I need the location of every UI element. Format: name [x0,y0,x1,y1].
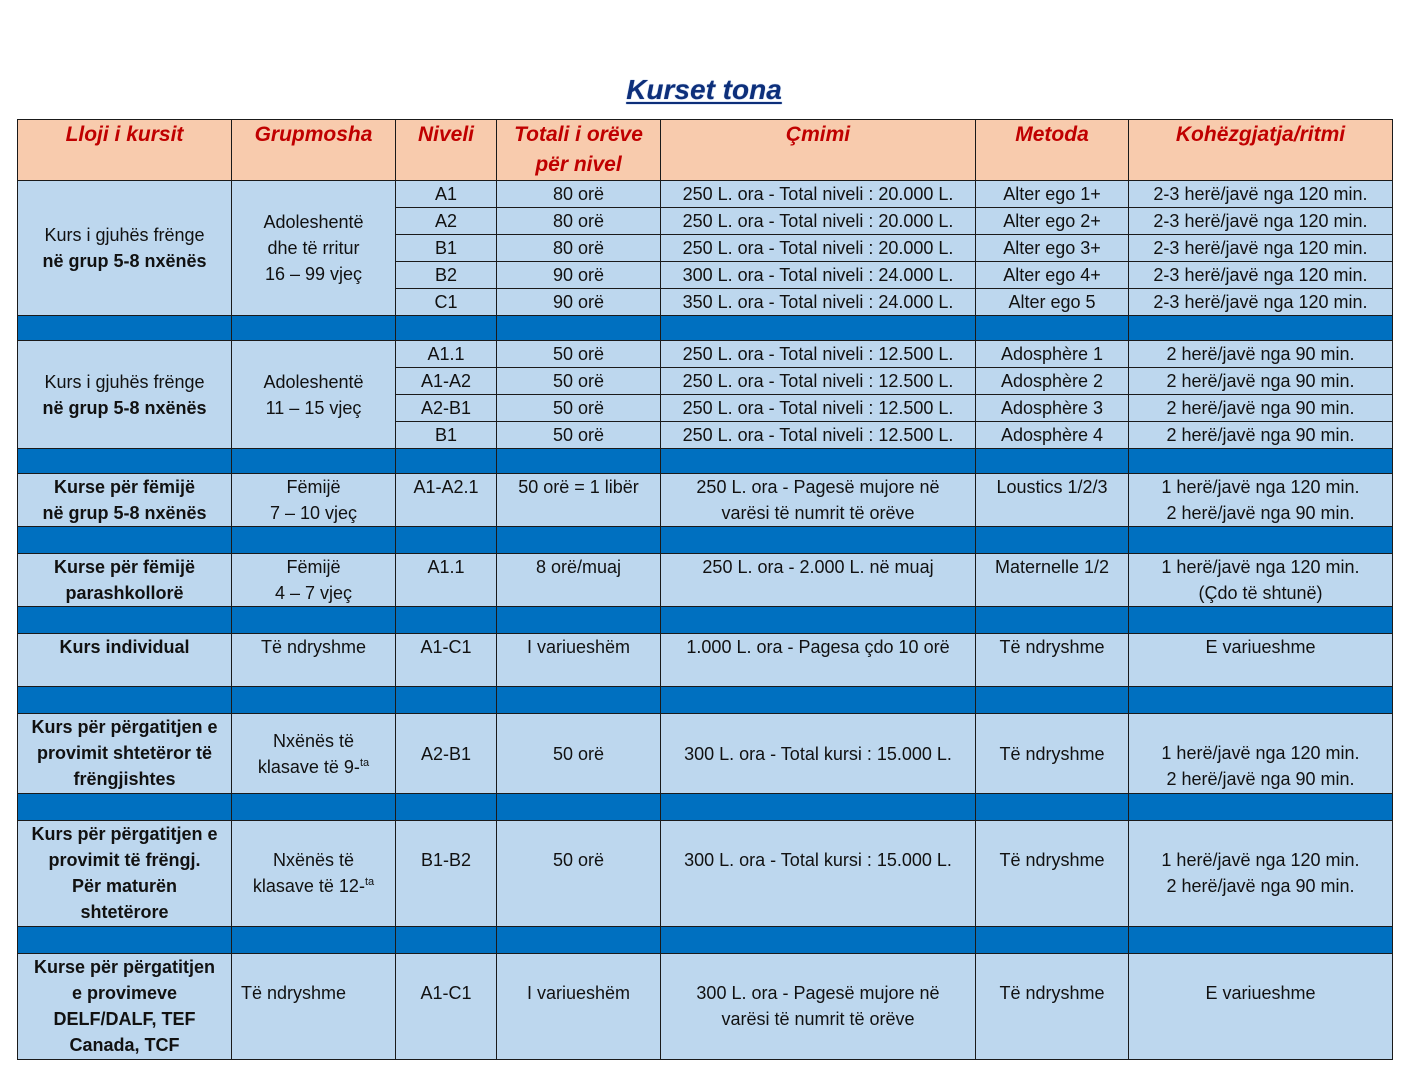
rhythm-cell: 2 herë/javë nga 90 min. [1129,368,1393,395]
hours-cell: 50 orë [497,422,661,449]
method-cell: Adosphère 1 [976,341,1129,368]
header-course-type: Lloji i kursit [18,120,232,181]
level-cell: A2 [396,208,497,235]
rhythm-cell: 2 herë/javë nga 90 min. [1129,341,1393,368]
method-cell: Alter ego 4+ [976,262,1129,289]
course-line: Kurse për përgatitjen [33,957,216,977]
separator-row [18,316,1393,341]
separator-row [18,927,1393,954]
age-line: 7 – 10 vjeç [269,503,358,523]
course-line: Kurse për fëmijë [53,477,196,497]
rhythm-line: 2 herë/javë nga 90 min. [1166,503,1355,523]
price-line: varësi të numrit të orëve [721,503,915,523]
price-cell: 250 L. ora - Total niveli : 20.000 L. [661,235,976,262]
age-superscript: ta [364,876,375,888]
age-group-cell [232,181,396,316]
method-cell: Adosphère 4 [976,422,1129,449]
rhythm-cell: 2 herë/javë nga 90 min. [1129,395,1393,422]
rhythm-cell: 2-3 herë/javë nga 120 min. [1129,181,1393,208]
age-group-cell: Të ndryshme [232,634,396,687]
hours-cell: 50 orë [497,341,661,368]
table-row [18,474,1393,527]
course-line: DELF/DALF, TEF [53,1009,196,1029]
rhythm-line: 2 herë/javë nga 90 min. [1166,769,1355,789]
age-line: 11 – 15 vjeç [265,397,362,418]
course-type-cell [18,954,232,1060]
course-line: në grup 5-8 nxënës [42,251,207,271]
level-cell: B1 [396,422,497,449]
age-line: 16 – 99 vjeç [264,264,363,284]
hours-cell: 80 orë [497,208,661,235]
table-row [18,634,1393,687]
course-type-cell [18,554,232,607]
method-cell: Alter ego 1+ [976,181,1129,208]
method-cell: Loustics 1/2/3 [976,474,1129,527]
level-cell: B2 [396,262,497,289]
method-cell: Adosphère 2 [976,368,1129,395]
price-cell: 250 L. ora - Total niveli : 20.000 L. [661,208,976,235]
age-line: Fëmijë [286,557,341,577]
price-cell: 250 L. ora - Total niveli : 20.000 L. [661,181,976,208]
rhythm-line: 2 herë/javë nga 90 min. [1166,876,1355,896]
separator-row [18,449,1393,474]
course-line: provimit shtetëror të [36,743,213,763]
course-type-cell [18,714,232,794]
hours-cell: 90 orë [497,289,661,316]
age-line: Nxënës të [272,850,355,870]
price-cell: 1.000 L. ora - Pagesa çdo 10 orë [661,634,976,687]
price-cell: 250 L. ora - Total niveli : 12.500 L. [661,422,976,449]
table-row [18,714,1393,794]
header-total-hours-l2: për nivel [535,153,622,176]
level-cell: A1 [396,181,497,208]
header-duration: Kohëzgjatja/ritmi [1129,120,1393,181]
table-row [18,954,1393,1060]
course-line: provimit të frëngj. [48,850,201,870]
hours-cell: 50 orë [497,395,661,422]
course-type-cell [18,341,232,449]
rhythm-cell: 2 herë/javë nga 90 min. [1129,422,1393,449]
course-type-cell [18,821,232,927]
course-line: e provimeve [71,983,178,1003]
course-line: Canada, TCF [69,1035,180,1055]
rhythm-cell: 2-3 herë/javë nga 120 min. [1129,289,1393,316]
age-superscript: ta [359,756,370,769]
age-group-cell [232,474,396,527]
rhythm-cell: E variueshme [1129,954,1393,1060]
separator-row [18,527,1393,554]
method-cell: Alter ego 5 [976,289,1129,316]
courses-table [17,119,1393,1060]
price-cell: 250 L. ora - Total niveli : 12.500 L. [661,395,976,422]
course-line: Kurs i gjuhës frënge [44,225,205,245]
method-cell: Të ndryshme [976,634,1129,687]
age-group-cell [232,714,396,794]
method-cell: Të ndryshme [976,821,1129,927]
course-line: frëngjishtes [73,769,176,789]
age-line: klasave të 12- [252,876,365,896]
price-line: varësi të numrit të orëve [721,1009,915,1029]
age-group-cell [232,554,396,607]
rhythm-cell: E variueshme [1129,634,1393,687]
age-group-cell: Të ndryshme [232,954,396,1060]
hours-cell: 90 orë [497,262,661,289]
course-line: Për maturën [71,876,178,896]
price-cell [661,474,976,527]
course-line: në grup 5-8 nxënës [42,503,207,523]
course-line: parashkollorë [65,583,184,603]
course-line: Kurs për përgatitjen e [31,717,218,737]
level-cell: A1-A2.1 [396,474,497,527]
level-cell: C1 [396,289,497,316]
hours-cell: I variueshëm [497,634,661,687]
separator-row [18,794,1393,821]
level-cell: A1-A2 [396,368,497,395]
price-cell: 300 L. ora - Total kursi : 15.000 L. [661,821,976,927]
price-line: 250 L. ora - Pagesë mujore në [696,477,940,497]
level-cell: A1.1 [396,554,497,607]
hours-cell: I variueshëm [497,954,661,1060]
method-cell: Maternelle 1/2 [976,554,1129,607]
price-cell: 350 L. ora - Total niveli : 24.000 L. [661,289,976,316]
header-price: Çmimi [661,120,976,181]
course-line: në grup 5-8 nxënës [42,397,207,418]
age-group-cell [232,821,396,927]
level-cell: A1-C1 [396,634,497,687]
course-line: Kurs i gjuhës frënge [44,371,205,392]
price-cell: 250 L. ora - 2.000 L. në muaj [661,554,976,607]
age-line: klasave të 9- [257,756,360,777]
rhythm-line: 1 herë/javë nga 120 min. [1161,557,1360,577]
course-line: Kurs për përgatitjen e [31,824,218,844]
header-age-group: Grupmosha [232,120,396,181]
header-total-hours-l1: Totali i orëve [514,123,643,146]
rhythm-cell: 2-3 herë/javë nga 120 min. [1129,208,1393,235]
hours-cell: 80 orë [497,235,661,262]
price-cell [661,954,976,1060]
level-cell: B1 [396,235,497,262]
course-type-cell [18,181,232,316]
age-line: Adoleshentë [263,371,364,392]
table-row [18,554,1393,607]
rhythm-cell [1129,714,1393,794]
hours-cell: 8 orë/muaj [497,554,661,607]
hours-cell: 50 orë [497,368,661,395]
rhythm-line: 1 herë/javë nga 120 min. [1161,477,1360,497]
age-line: 4 – 7 vjeç [274,583,353,603]
table-row [18,341,1393,368]
hours-cell: 80 orë [497,181,661,208]
rhythm-cell: 2-3 herë/javë nga 120 min. [1129,235,1393,262]
price-cell: 300 L. ora - Total niveli : 24.000 L. [661,262,976,289]
hours-cell: 50 orë [497,821,661,927]
price-cell: 250 L. ora - Total niveli : 12.500 L. [661,368,976,395]
method-cell: Të ndryshme [976,954,1129,1060]
rhythm-cell [1129,474,1393,527]
rhythm-cell [1129,821,1393,927]
age-line: Adoleshentë [263,212,364,232]
hours-cell: 50 orë = 1 libër [497,474,661,527]
age-group-cell [232,341,396,449]
price-line: 300 L. ora - Pagesë mujore në [696,983,940,1003]
header-level: Niveli [396,120,497,181]
course-type-cell: Kurs individual [18,634,232,687]
price-cell: 300 L. ora - Total kursi : 15.000 L. [661,714,976,794]
table-row [18,821,1393,927]
hours-cell: 50 orë [497,714,661,794]
level-cell: A1-C1 [396,954,497,1060]
method-cell: Alter ego 3+ [976,235,1129,262]
rhythm-line: 1 herë/javë nga 120 min. [1161,850,1360,870]
rhythm-line: 1 herë/javë nga 120 min. [1161,743,1360,763]
header-total-hours [497,120,661,181]
method-cell: Të ndryshme [976,714,1129,794]
separator-row [18,607,1393,634]
rhythm-cell [1129,554,1393,607]
course-line: shtetërore [80,902,169,922]
method-cell: Alter ego 2+ [976,208,1129,235]
rhythm-cell: 2-3 herë/javë nga 120 min. [1129,262,1393,289]
separator-row [18,687,1393,714]
table-row [18,181,1393,208]
age-line: dhe të rritur [267,238,360,258]
age-line: Nxënës të [272,730,355,751]
course-line: Kurse për fëmijë [53,557,196,577]
rhythm-line: (Çdo të shtunë) [1198,583,1323,603]
level-cell: B1-B2 [396,821,497,927]
header-method: Metoda [976,120,1129,181]
level-cell: A2-B1 [396,714,497,794]
price-cell: 250 L. ora - Total niveli : 12.500 L. [661,341,976,368]
level-cell: A1.1 [396,341,497,368]
table-header-row [18,120,1393,181]
age-line: Fëmijë [286,477,341,497]
course-type-cell [18,474,232,527]
level-cell: A2-B1 [396,395,497,422]
page-title: Kurset tona [626,74,782,105]
method-cell: Adosphère 3 [976,395,1129,422]
